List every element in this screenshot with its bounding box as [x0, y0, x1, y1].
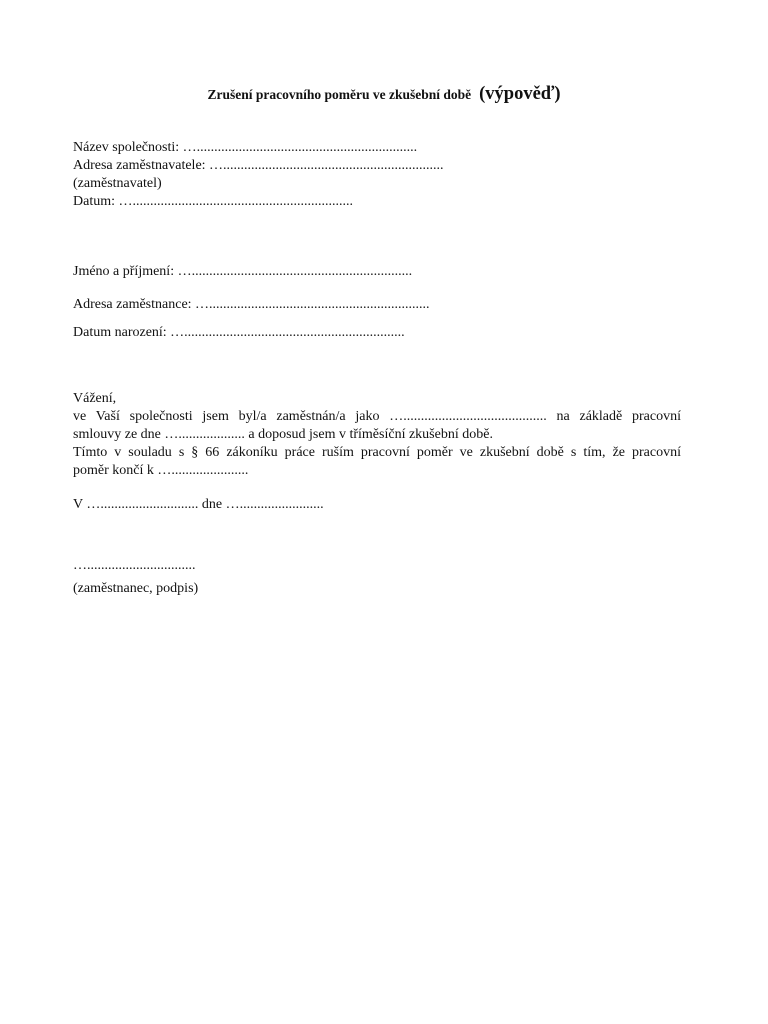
employer-role-line: (zaměstnavatel) — [73, 176, 162, 191]
body-line-1: ve Vaší společnosti jsem byl/a zaměstnán/a jako …......................................... na základě pracovní — [73, 409, 681, 424]
employer-address-line: Adresa zaměstnavatele: …............................................................... — [73, 158, 444, 173]
signature-caption: (zaměstnanec, podpis) — [73, 581, 199, 596]
title-suffix: (výpověď) — [479, 84, 561, 104]
title-main: Zrušení pracovního poměru ve zkušební době — [207, 87, 472, 102]
body-line-4: poměr končí k …...................... — [73, 463, 249, 478]
place-date-line: V …............................ dne …........................ — [73, 497, 324, 512]
body-line-2: smlouvy ze dne …................... a doposud jsem v tříměsíční zkušební době. — [73, 427, 493, 442]
employee-birthdate-line: Datum narození: …............................................................... — [73, 325, 405, 340]
employee-address-line: Adresa zaměstnance: …............................................................... — [73, 297, 430, 312]
salutation: Vážení, — [73, 391, 117, 406]
signature-dots: …............................... — [73, 558, 196, 573]
company-name-line: Název společnosti: …............................................................... — [73, 140, 418, 155]
document-title — [0, 84, 768, 105]
letter-body — [73, 390, 681, 480]
employer-date-line: Datum: …............................................................... — [73, 194, 353, 209]
body-line-3: Tímto v souladu s § 66 zákoníku práce ruším pracovní poměr ve zkušební době s tím, že pracovní — [73, 445, 681, 460]
employee-name-line: Jméno a příjmení: …............................................................... — [73, 264, 413, 279]
